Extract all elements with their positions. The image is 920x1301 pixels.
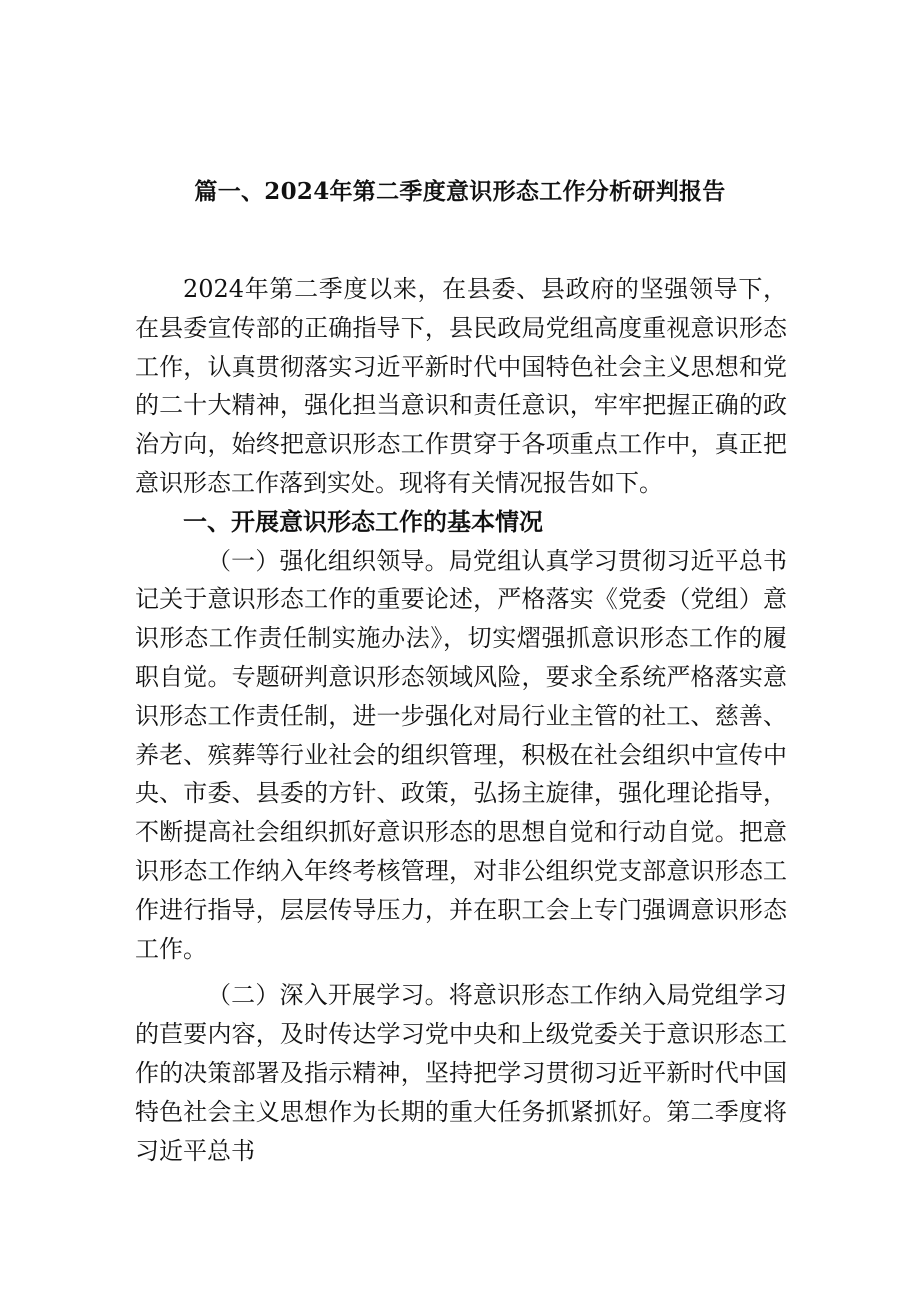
subsection-paragraph-1: （一）强化组织领导。局党组认真学习贯彻习近平总书记关于意识形态工作的重要论述，严格落实《党委（党组）意识形态工作责任制实施办法》，切实熠强抓意识形态工作的履职自觉。专题研判意识形态领域风险，要求全系统严格落实意识形态工作责任制，进一步强化对局行业主管的社工、慈善、养老、殡葬等行业社会的组织管理，积极在社会组织中宣传中央、市委、县委的方针、政策，弘扬主旋律，强化理论指导，不断提高社会组织抓好意识形态的思想自觉和行动自觉。把意识形态工作纳入年终考核管理，对非公组织党支部意识形态工作进行指导，层层传导压力，并在职工会上专门强调意识形态工作。 (135, 546, 787, 963)
document-body (135, 270, 787, 1170)
page-title: 篇一、2024年第二季度意识形态工作分析研判报告 (194, 178, 726, 205)
section-heading-1: 一、开展意识形态工作的基本情况 (183, 506, 543, 536)
subsection-paragraph-2: （二）深入开展学习。将意识形态工作纳入局党组学习的苣要内容，及时传达学习党中央和上级党委关于意识形态工作的决策部署及指示精神，坚持把学习贯彻习近平新时代中国特色社会主义思想作为长期的重大任务抓紧抓好。第二季度将习近平总书 (135, 981, 787, 1165)
intro-paragraph: 2024年第二季度以来，在县委、县政府的坚强领导下，在县委宣传部的正确指导下，县民政局党组高度重视意识形态工作，认真贯彻落实习近平新时代中国特色社会主义思想和党的二十大精神，强化担当意识和责任意识，牢牢把握正确的政治方向，始终把意识形态工作贯穿于各项重点工作中，真正把意识形态工作落到实处。现将有关情况报告如下。 (135, 275, 787, 497)
